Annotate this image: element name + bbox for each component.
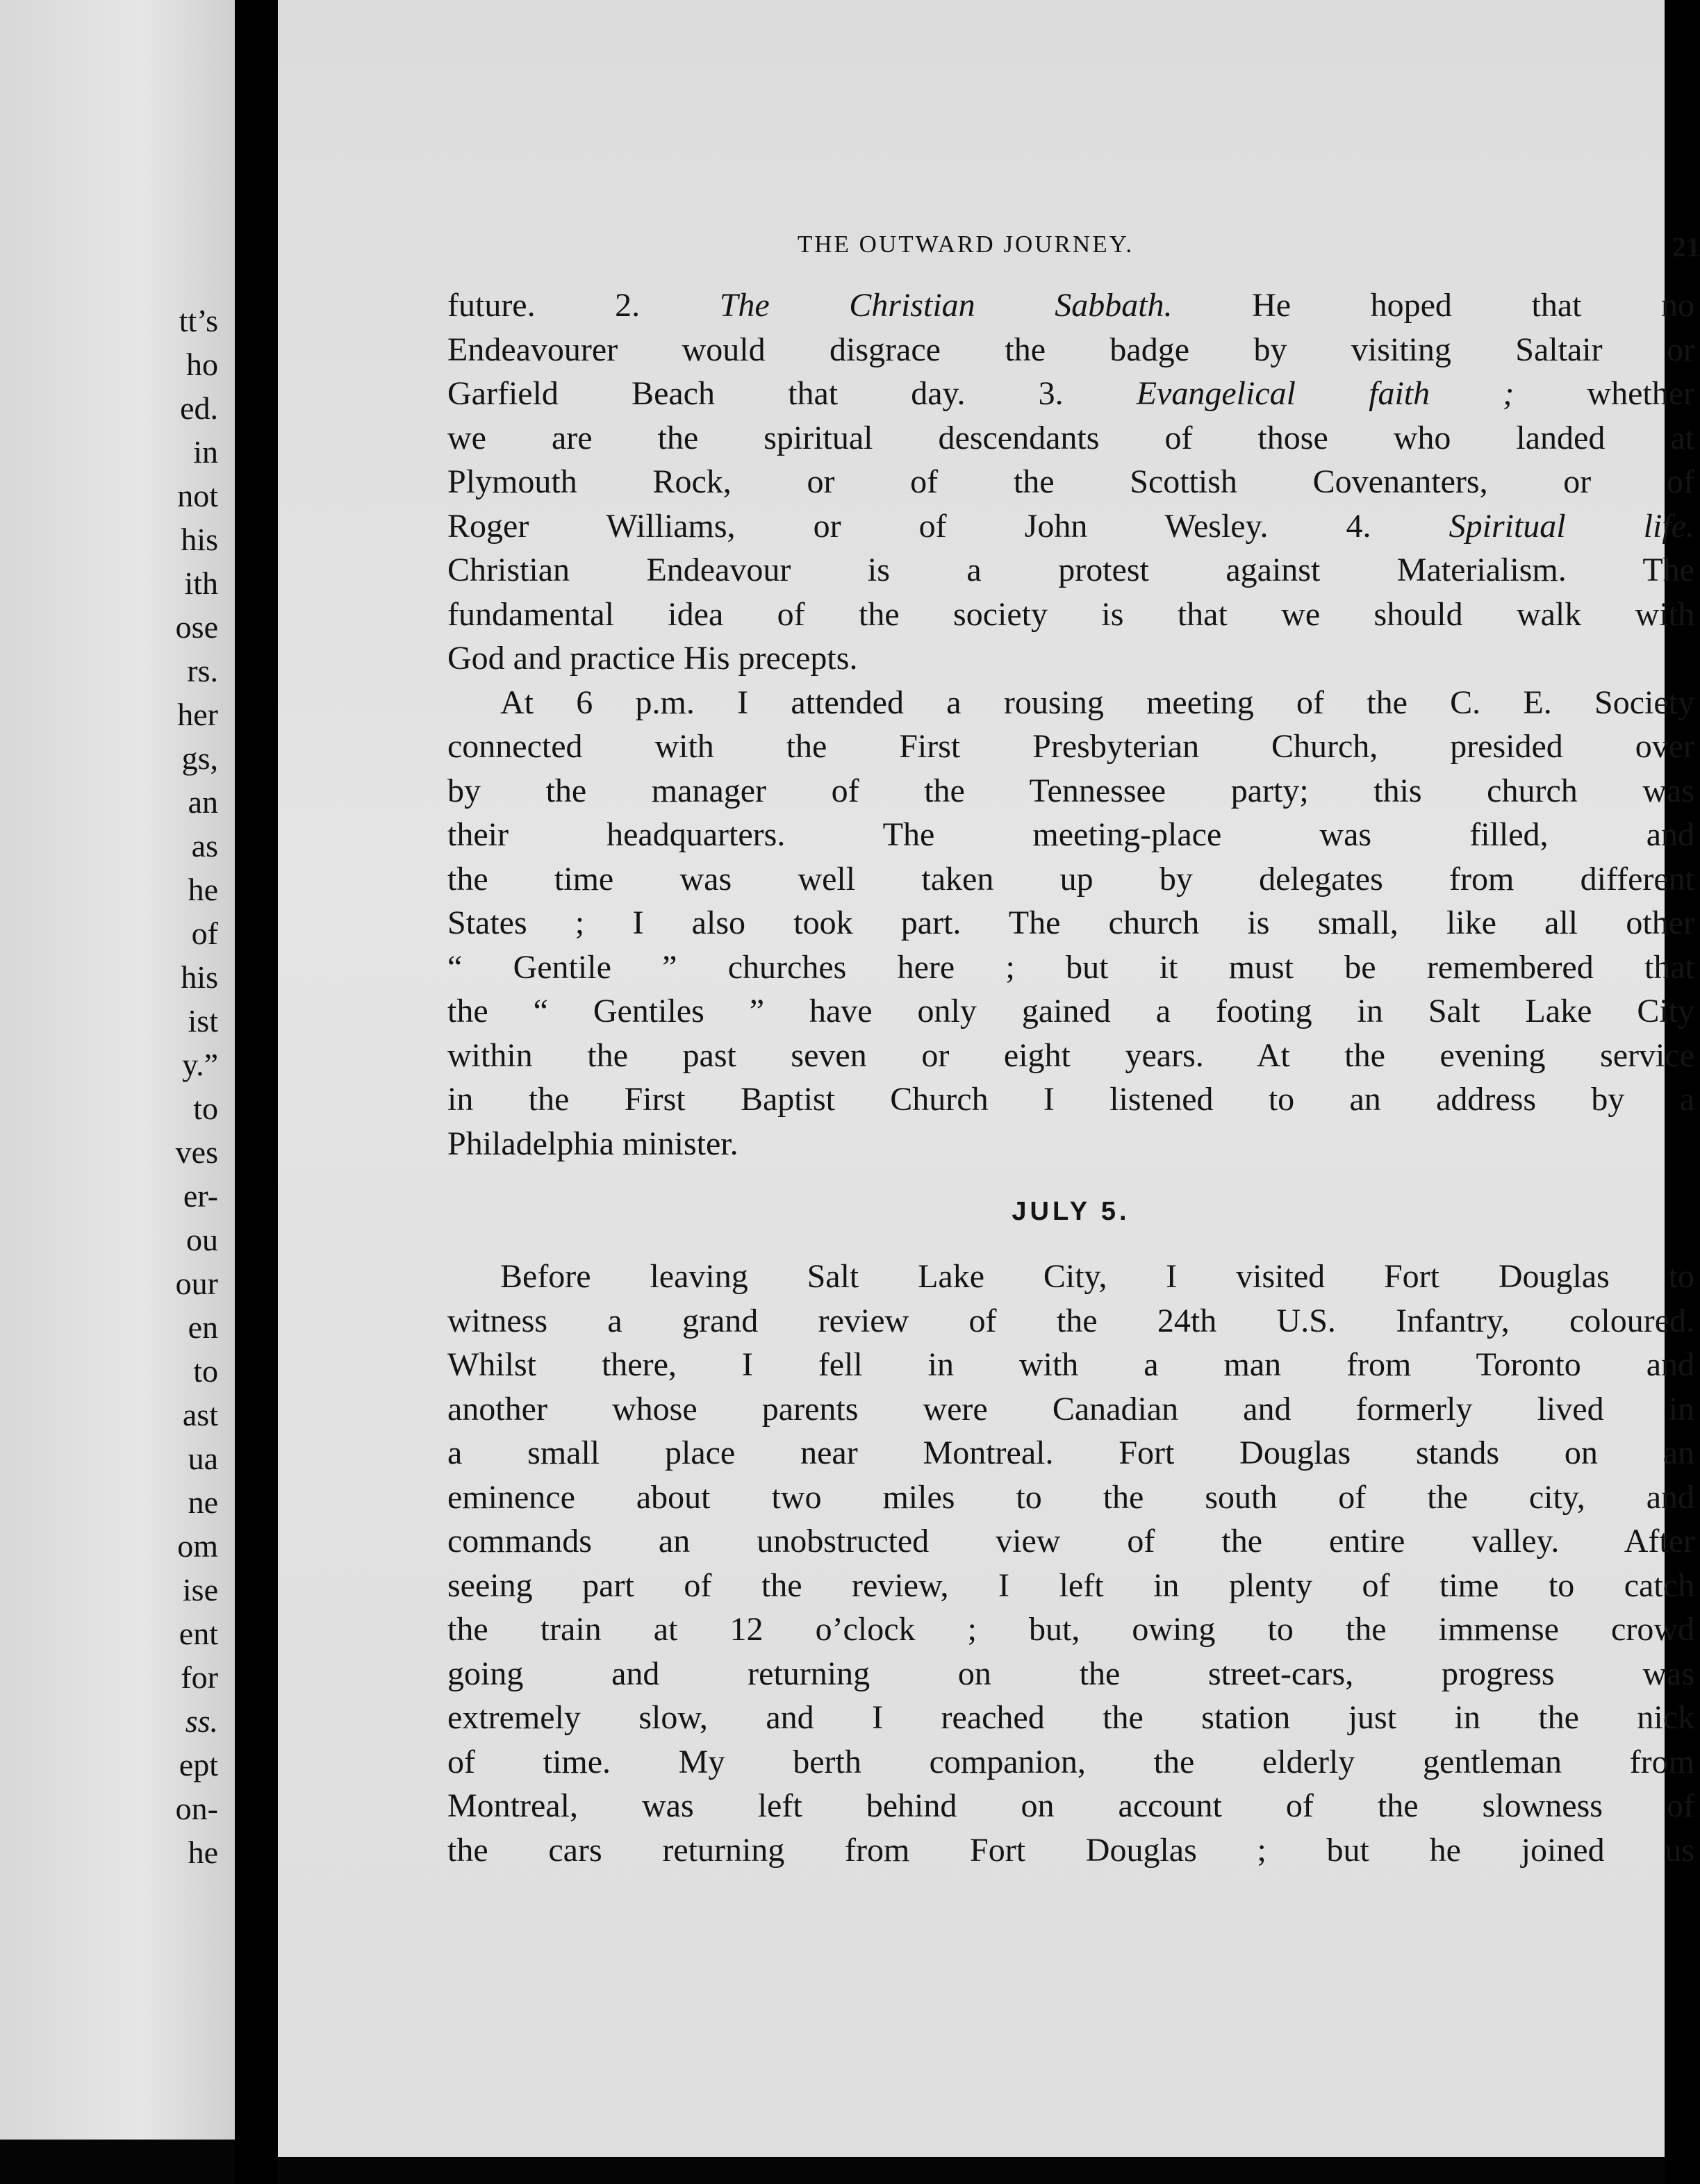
facing-page-fragment: ed. — [180, 390, 218, 426]
facing-page-fragment: ss. — [185, 1703, 218, 1739]
text-line: Roger Williams, or of John Wesley. 4. Spiritual life. — [447, 507, 1694, 545]
facing-page — [0, 0, 235, 2140]
facing-page-fragment: ept — [179, 1747, 218, 1782]
facing-page-fragment: rs. — [187, 653, 218, 688]
facing-page-fragment: ho — [186, 347, 218, 382]
facing-page-fragment: in — [193, 434, 218, 470]
italic-heading-evangelical-faith: Evangelical faith ; — [1136, 375, 1515, 412]
facing-page-fragment: ves — [175, 1134, 218, 1170]
facing-page-fragment: ne — [188, 1484, 218, 1520]
text-line: witness a grand review of the 24th U.S. Infantry, coloured. — [447, 1302, 1694, 1339]
text-line: extremely slow, and I reached the station just in the nick — [447, 1699, 1694, 1736]
facing-page-fragment: en — [188, 1309, 218, 1345]
text-line: Garfield Beach that day. 3. Evangelical faith ; whether — [447, 375, 1695, 412]
text-line: a small place near Montreal. Fort Douglas stands on an — [447, 1434, 1694, 1471]
running-head — [452, 231, 1700, 272]
facing-page-fragment: ist — [188, 1003, 218, 1039]
facing-page-fragment: ast — [182, 1397, 218, 1432]
text-line: connected with the First Presbyterian Church, presided over — [447, 728, 1694, 765]
paragraph-3 — [447, 1255, 1694, 1872]
section-heading-date: JULY 5. — [1012, 1197, 1130, 1226]
facing-page-fragment: our — [175, 1266, 218, 1301]
text-line: another whose parents were Canadian and formerly lived in — [447, 1390, 1694, 1428]
paragraph-2 — [447, 681, 1694, 1166]
facing-page-fragment: for — [181, 1660, 218, 1695]
facing-page-fragment: om — [177, 1528, 218, 1564]
text-line: going and returning on the street-cars, progress was — [447, 1655, 1694, 1692]
facing-page-fragment: ith — [184, 565, 218, 601]
text-line: Before leaving Salt Lake City, I visited Fort Douglas to — [500, 1258, 1694, 1295]
facing-page-fragment: ua — [188, 1441, 218, 1476]
facing-page-fragment: ent — [179, 1616, 218, 1651]
text-line: within the past seven or eight years. At the evening service — [447, 1036, 1694, 1074]
text-line: “ Gentile ” churches here ; but it must be remembered that — [447, 948, 1694, 986]
italic-heading-christian-sabbath: The Christian Sabbath. — [719, 287, 1173, 324]
text-line: the train at 12 o’clock ; but, owing to the immense crowd — [447, 1611, 1694, 1648]
binding-gutter — [235, 0, 278, 2184]
text-line: their headquarters. The meeting-place was filled, and — [447, 816, 1694, 853]
facing-page-fragment: ou — [186, 1222, 218, 1257]
page-body — [447, 283, 1694, 1872]
text-line: the “ Gentiles ” have only gained a footing in Salt Lake City — [447, 993, 1694, 1029]
text-line: Whilst there, I fell in with a man from Toronto and — [447, 1346, 1694, 1383]
facing-page-fragment: y.” — [182, 1047, 218, 1082]
text-line: seeing part of the review, I left in plenty of time to catch — [447, 1566, 1694, 1604]
facing-page-fragment: to — [193, 1091, 218, 1126]
book-page — [278, 0, 1700, 2157]
facing-page-fragment: ise — [182, 1572, 218, 1607]
text-line: Christian Endeavour is a protest against Materialism. The — [447, 552, 1694, 588]
text-line: Montreal, was left behind on account of the slowness of — [447, 1787, 1694, 1824]
facing-page-fragment: on- — [175, 1791, 218, 1826]
facing-page-fragment: an — [188, 784, 218, 820]
facing-page-text-fragments — [176, 299, 218, 1874]
text-line: Plymouth Rock, or of the Scottish Covenanters, or of — [447, 463, 1694, 500]
text-line: At 6 p.m. I attended a rousing meeting of the C. E. Society — [500, 684, 1694, 721]
text-line: the cars returning from Fort Douglas ; but he joined us — [447, 1831, 1694, 1869]
facing-page-fragment: his — [181, 522, 218, 557]
text-line: Philadelphia minister. — [447, 1125, 738, 1162]
facing-page-fragment: he — [188, 872, 218, 907]
text-line: fundamental idea of the society is that we should walk with — [447, 595, 1694, 633]
facing-page-fragment: gs, — [181, 741, 218, 776]
text-line: commands an unobstructed view of the entire valley. After — [447, 1523, 1694, 1560]
facing-page-fragment: his — [181, 959, 218, 995]
facing-page-fragment: not — [177, 478, 218, 513]
page-number: 21 — [1672, 231, 1700, 263]
text-line: by the manager of the Tennessee party; this church was — [447, 772, 1694, 809]
text-line: future. 2. The Christian Sabbath. He hoped that no — [447, 287, 1695, 324]
facing-page-fragment: her — [177, 697, 218, 732]
facing-page-fragment: tt’s — [179, 303, 218, 338]
facing-page-fragment: of — [191, 916, 218, 951]
running-title: THE OUTWARD JOURNEY. — [797, 231, 1134, 258]
text-line: in the First Baptist Church I listened to an address by a — [447, 1081, 1694, 1118]
text-line: God and practice His precepts. — [447, 640, 858, 677]
facing-page-fragment: er- — [183, 1178, 218, 1214]
facing-page-fragment: to — [193, 1353, 218, 1389]
text-line: the time was well taken up by delegates from different — [447, 860, 1694, 897]
text-line: Endeavourer would disgrace the badge by visiting Saltair or — [447, 331, 1694, 368]
facing-page-fragment: as — [191, 828, 218, 863]
facing-page-fragment: he — [188, 1835, 218, 1870]
text-line: we are the spiritual descendants of those who landed at — [447, 419, 1694, 456]
text-line: States ; I also took part. The church is small, like all other — [447, 904, 1694, 941]
italic-heading-spiritual-life: Spiritual life. — [1449, 507, 1694, 545]
facing-page-fragment: ose — [175, 609, 218, 645]
text-line: eminence about two miles to the south of the city, and — [447, 1478, 1694, 1516]
text-line: of time. My berth companion, the elderly gentleman from — [447, 1743, 1694, 1780]
paragraph-1 — [447, 283, 1694, 681]
